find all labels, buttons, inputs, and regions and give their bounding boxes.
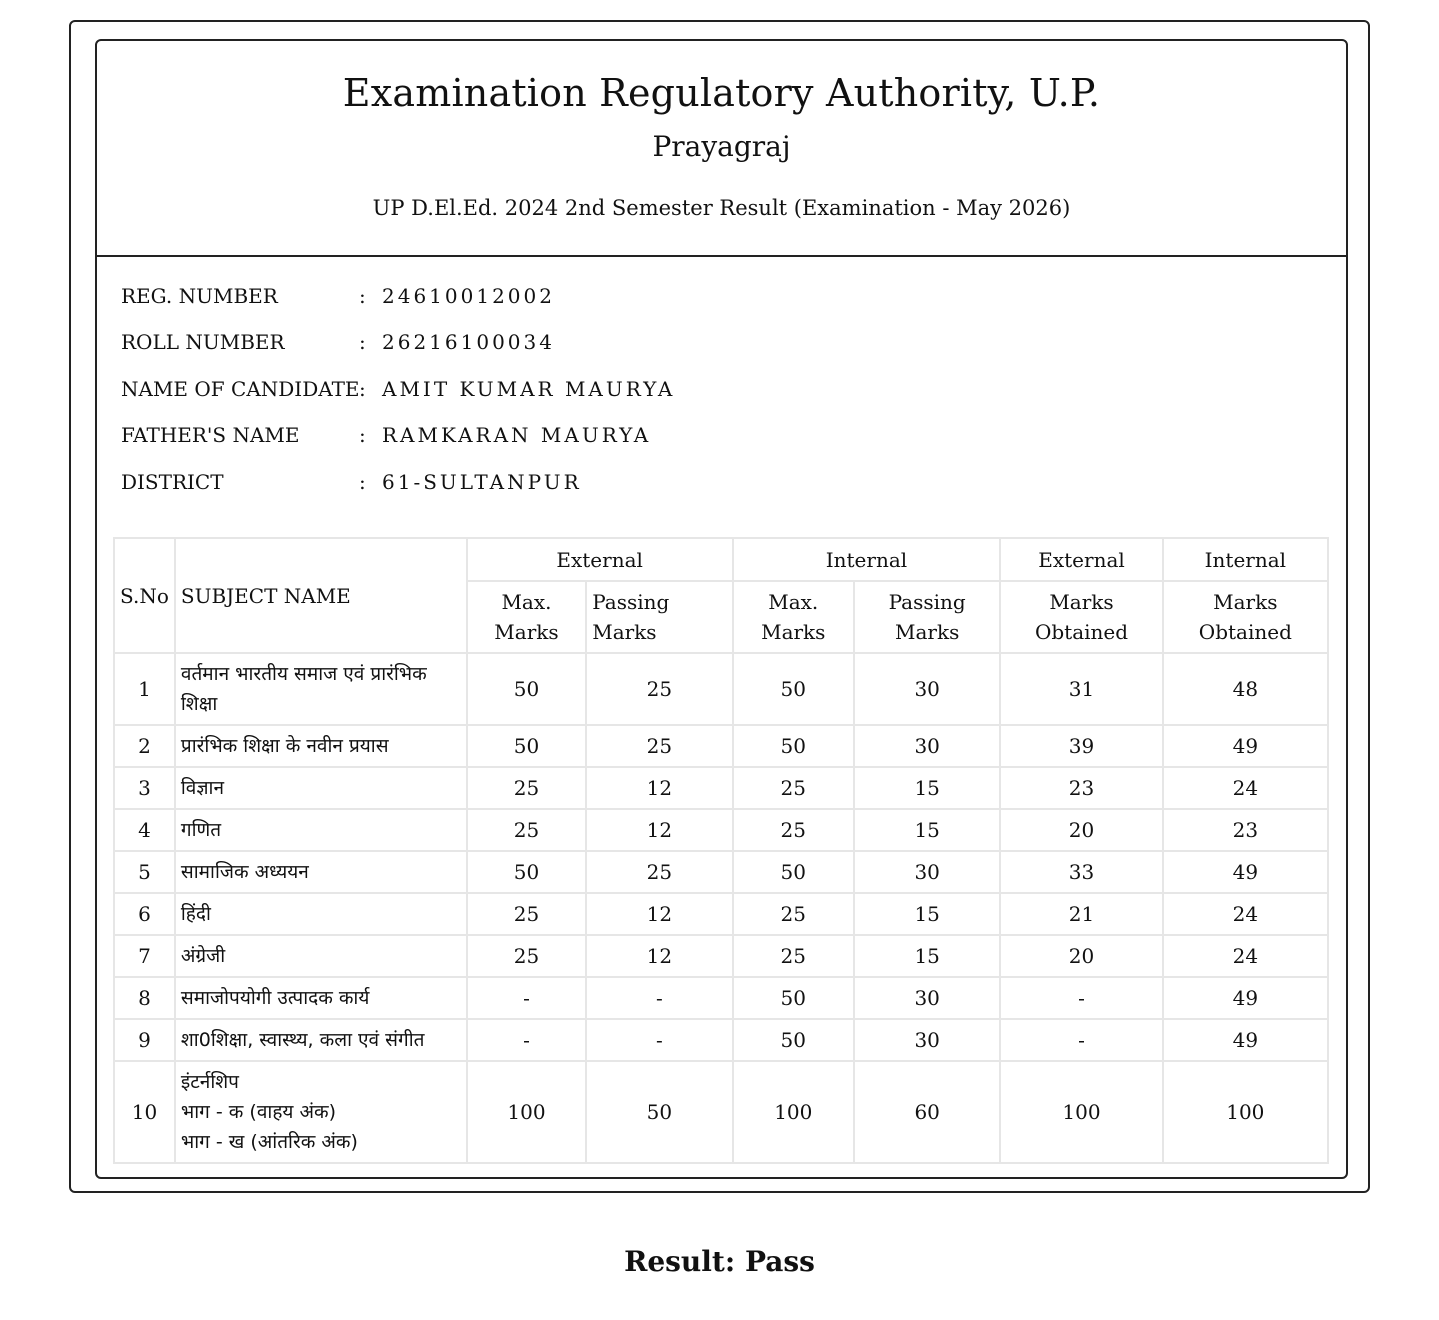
ext-obtained-cell: - xyxy=(1000,1019,1162,1061)
internal-header: Internal xyxy=(733,538,1001,581)
int-max-cell: 25 xyxy=(733,809,854,851)
int-pass-cell: 30 xyxy=(854,725,1000,767)
int-max-marks-header xyxy=(733,581,854,653)
result-header xyxy=(95,39,1348,257)
info-colon: : xyxy=(359,284,366,308)
int-marks-obtained-header xyxy=(1163,581,1328,653)
header-line: Passing xyxy=(888,590,966,614)
sno-header: S.No xyxy=(114,538,175,653)
int-max-cell: 50 xyxy=(733,1019,854,1061)
table-header-row xyxy=(114,538,1328,581)
subject-line: विज्ञान xyxy=(180,777,225,799)
int-pass-cell: 15 xyxy=(854,809,1000,851)
table-row xyxy=(114,653,1328,725)
ext-max-marks-header xyxy=(467,581,586,653)
table-row xyxy=(114,977,1328,1019)
result-status: Result: Pass xyxy=(624,1245,815,1278)
ext-pass-cell: 25 xyxy=(586,653,732,725)
subject-cell xyxy=(175,1019,467,1061)
info-colon: : xyxy=(359,330,366,354)
int-obtained-cell: 49 xyxy=(1163,851,1328,893)
info-value: 61-SULTANPUR xyxy=(382,470,582,494)
ext-passing-marks-header xyxy=(586,581,732,653)
subject-line: वर्तमान भारतीय समाज एवं प्रारंभिक xyxy=(180,663,427,685)
ext-obtained-cell: 20 xyxy=(1000,935,1162,977)
external-header: External xyxy=(467,538,733,581)
subject-line: हिंदी xyxy=(180,903,211,925)
info-label: REG. NUMBER xyxy=(121,284,278,308)
int-pass-cell: 15 xyxy=(854,893,1000,935)
int-obtained-cell: 24 xyxy=(1163,935,1328,977)
ext-pass-cell: 12 xyxy=(586,893,732,935)
int-max-cell: 100 xyxy=(733,1061,854,1163)
ext-pass-cell: 12 xyxy=(586,767,732,809)
subject-cell xyxy=(175,1061,467,1163)
table-row xyxy=(114,809,1328,851)
table-row xyxy=(114,725,1328,767)
int-obtained-cell: 24 xyxy=(1163,893,1328,935)
header-line: Marks xyxy=(1049,590,1114,614)
ext-obtained-cell: 23 xyxy=(1000,767,1162,809)
sno-cell: 5 xyxy=(114,851,175,893)
ext-pass-cell: 25 xyxy=(586,725,732,767)
ext-obtained-cell: - xyxy=(1000,977,1162,1019)
ext-obtained-cell: 39 xyxy=(1000,725,1162,767)
info-value: 24610012002 xyxy=(382,284,555,308)
ext-max-cell: 25 xyxy=(467,893,586,935)
header-line: Marks xyxy=(895,620,960,644)
ext-obtained-cell: 20 xyxy=(1000,809,1162,851)
int-pass-cell: 15 xyxy=(854,935,1000,977)
int-max-cell: 50 xyxy=(733,653,854,725)
int-max-cell: 25 xyxy=(733,893,854,935)
info-value: AMIT KUMAR MAURYA xyxy=(382,377,676,401)
int-obtained-cell: 24 xyxy=(1163,767,1328,809)
ext-pass-cell: - xyxy=(586,977,732,1019)
table-row xyxy=(114,767,1328,809)
int-pass-cell: 30 xyxy=(854,851,1000,893)
ext-obtained-cell: 31 xyxy=(1000,653,1162,725)
info-value: 26216100034 xyxy=(382,330,555,354)
header-line: Obtained xyxy=(1034,620,1129,644)
subject-line: शा0शिक्षा, स्वास्थ्य, कला एवं संगीत xyxy=(180,1029,425,1051)
ext-max-cell: 100 xyxy=(467,1061,586,1163)
header-line: Marks xyxy=(494,620,559,644)
subject-cell xyxy=(175,767,467,809)
header-line: Marks xyxy=(592,620,657,644)
subject-line: अंग्रेजी xyxy=(180,945,226,967)
subject-cell xyxy=(175,977,467,1019)
table-row xyxy=(114,1061,1328,1163)
info-label: DISTRICT xyxy=(121,470,224,494)
subject-line: प्रारंभिक शिक्षा के नवीन प्रयास xyxy=(180,735,389,757)
ext-pass-cell: - xyxy=(586,1019,732,1061)
info-colon: : xyxy=(359,470,366,494)
ext-max-cell: 25 xyxy=(467,809,586,851)
marks-table-body xyxy=(114,653,1328,1163)
ext-pass-cell: 12 xyxy=(586,809,732,851)
ext-max-cell: - xyxy=(467,977,586,1019)
int-pass-cell: 60 xyxy=(854,1061,1000,1163)
info-label: FATHER'S NAME xyxy=(121,423,300,447)
subject-line: इंटर्नशिप xyxy=(180,1071,239,1093)
table-row xyxy=(114,851,1328,893)
subject-cell xyxy=(175,851,467,893)
table-row xyxy=(114,893,1328,935)
int-pass-cell: 15 xyxy=(854,767,1000,809)
int-max-cell: 25 xyxy=(733,767,854,809)
city-name: Prayagraj xyxy=(652,130,791,163)
int-obtained-cell: 49 xyxy=(1163,1019,1328,1061)
sno-cell: 2 xyxy=(114,725,175,767)
int-obtained-cell: 23 xyxy=(1163,809,1328,851)
int-obtained-cell: 100 xyxy=(1163,1061,1328,1163)
subject-line: शिक्षा xyxy=(180,693,218,715)
sno-cell: 10 xyxy=(114,1061,175,1163)
header-line: Obtained xyxy=(1198,620,1292,644)
subject-cell xyxy=(175,935,467,977)
ext-pass-cell: 25 xyxy=(586,851,732,893)
info-colon: : xyxy=(359,423,366,447)
ext-max-cell: 50 xyxy=(467,851,586,893)
ext-marks-obtained-header xyxy=(1000,581,1162,653)
int-obtained-cell: 49 xyxy=(1163,725,1328,767)
info-label: NAME OF CANDIDATE xyxy=(121,377,360,401)
subject-line: गणित xyxy=(180,819,222,841)
sno-cell: 7 xyxy=(114,935,175,977)
int-obtained-cell: 48 xyxy=(1163,653,1328,725)
ext-max-cell: 25 xyxy=(467,767,586,809)
subject-cell xyxy=(175,725,467,767)
ext-pass-cell: 12 xyxy=(586,935,732,977)
ext-max-cell: 25 xyxy=(467,935,586,977)
info-label: ROLL NUMBER xyxy=(121,330,285,354)
subject-line: सामाजिक अध्ययन xyxy=(180,861,309,883)
subject-line: भाग - ख (आंतरिक अंक) xyxy=(180,1131,358,1153)
ext-max-cell: 50 xyxy=(467,725,586,767)
int-max-cell: 50 xyxy=(733,851,854,893)
marks-table xyxy=(113,537,1329,1164)
subject-cell xyxy=(175,893,467,935)
ext-max-cell: 50 xyxy=(467,653,586,725)
header-line: Max. xyxy=(768,590,819,614)
table-row xyxy=(114,1019,1328,1061)
header-line: Marks xyxy=(761,620,826,644)
external-obtained-header: External xyxy=(1000,538,1162,581)
sno-cell: 1 xyxy=(114,653,175,725)
int-pass-cell: 30 xyxy=(854,977,1000,1019)
table-row xyxy=(114,935,1328,977)
sno-cell: 8 xyxy=(114,977,175,1019)
internal-obtained-header: Internal xyxy=(1163,538,1328,581)
sno-cell: 4 xyxy=(114,809,175,851)
header-line: Max. xyxy=(501,590,552,614)
sno-cell: 6 xyxy=(114,893,175,935)
int-max-cell: 25 xyxy=(733,935,854,977)
ext-obtained-cell: 33 xyxy=(1000,851,1162,893)
ext-pass-cell: 50 xyxy=(586,1061,732,1163)
subject-header: SUBJECT NAME xyxy=(175,538,467,653)
subject-line: समाजोपयोगी उत्पादक कार्य xyxy=(180,987,370,1009)
int-pass-cell: 30 xyxy=(854,1019,1000,1061)
exam-title: UP D.El.Ed. 2024 2nd Semester Result (Examination - May 2026) xyxy=(372,196,1071,220)
subject-cell xyxy=(175,653,467,725)
ext-obtained-cell: 21 xyxy=(1000,893,1162,935)
authority-title: Examination Regulatory Authority, U.P. xyxy=(342,71,1101,115)
header-line: Marks xyxy=(1213,590,1278,614)
ext-max-cell: - xyxy=(467,1019,586,1061)
subject-cell xyxy=(175,809,467,851)
int-passing-marks-header xyxy=(854,581,1000,653)
header-line: Passing xyxy=(592,590,670,614)
info-value: RAMKARAN MAURYA xyxy=(382,423,652,447)
ext-obtained-cell: 100 xyxy=(1000,1061,1162,1163)
int-max-cell: 50 xyxy=(733,725,854,767)
int-obtained-cell: 49 xyxy=(1163,977,1328,1019)
subject-line: भाग - क (वाहय अंक) xyxy=(180,1101,336,1123)
int-max-cell: 50 xyxy=(733,977,854,1019)
info-colon: : xyxy=(359,377,366,401)
sno-cell: 9 xyxy=(114,1019,175,1061)
sno-cell: 3 xyxy=(114,767,175,809)
int-pass-cell: 30 xyxy=(854,653,1000,725)
